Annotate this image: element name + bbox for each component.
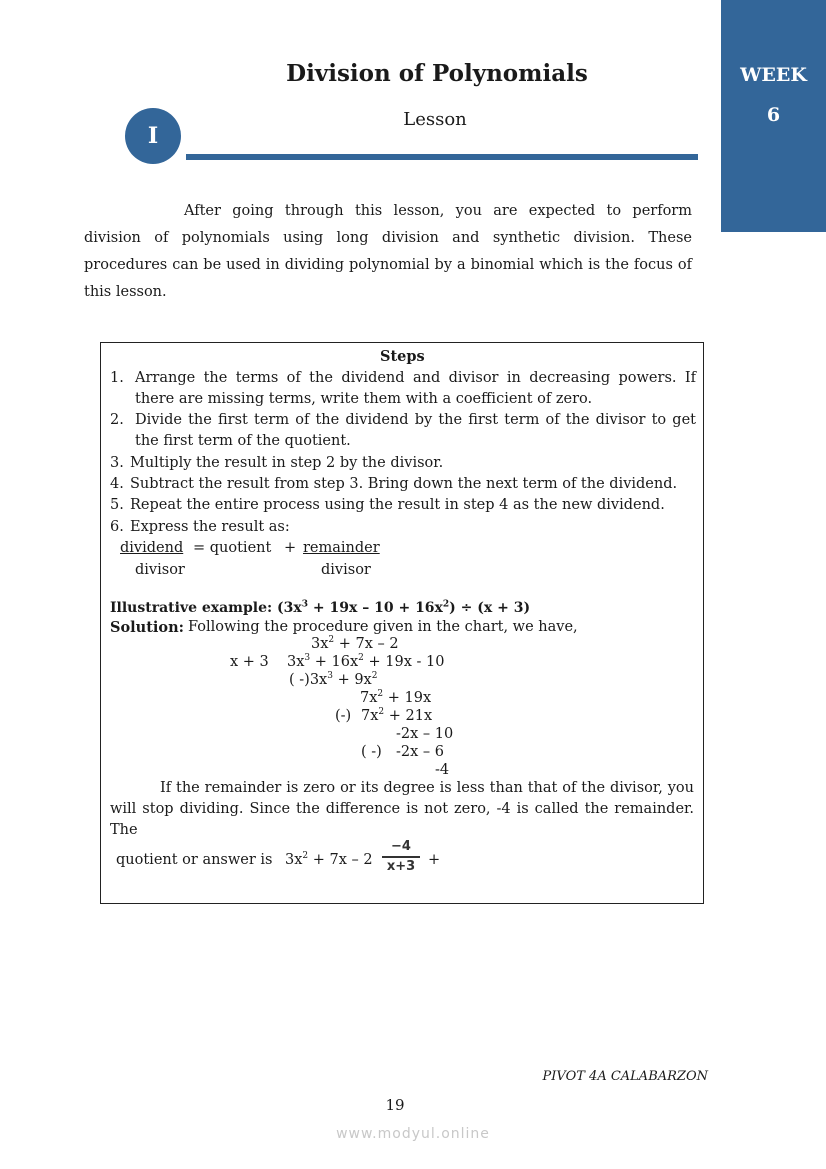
division-step: ( $-)3x^3 + 9x^2$ [289, 671, 378, 688]
step-number: 1. [110, 370, 124, 386]
answer-plus: + [428, 852, 441, 868]
conclusion-paragraph: If the remainder is zero or its degree is less than that of the divisor, you will stop dividing. Since the difference is not zero, -4 is called the remainder. The [110, 780, 694, 838]
division-sign: ( -) [361, 744, 382, 760]
division-step: $7x^2 + 19x$ [360, 689, 432, 706]
answer-prefix: quotient or answer is [116, 852, 273, 868]
solution-label: Solution: [110, 619, 184, 636]
answer-expression: $3x^2 + 7x - 2$ [285, 851, 373, 868]
step-text: Divide the first term of the dividend by the first term of the divisor to get the first term of the quotient. [135, 412, 696, 449]
division-remainder: -4 [435, 762, 450, 778]
step-number: 6. [110, 519, 124, 535]
page-title: Division of Polynomials [286, 60, 588, 87]
division-sign: (-) [335, 708, 352, 724]
step-number: 4. [110, 476, 124, 492]
division-quotient: $3x^2 + 7x - 2$ [311, 635, 399, 652]
fraction-denominator: x+3 [386, 859, 416, 874]
section-divider [186, 154, 698, 160]
step-text: Arrange the terms of the dividend and divisor in decreasing powers. If there are missing terms, write them with a coefficient of zero. [135, 370, 696, 407]
formula-plus: + [284, 540, 297, 556]
section-badge: I [125, 108, 181, 164]
week-number: 6 [766, 104, 781, 126]
division-step: $7x^2 + 21x$ [361, 707, 433, 724]
formula-remainder: remainder [303, 540, 380, 556]
formula-dividend: dividend [120, 540, 184, 556]
example-heading: Illustrative example: $(3x^3 + 19x - 10 + 16x^2) \div (x + 3)$ [110, 599, 531, 616]
step-number: 3. [110, 455, 124, 471]
formula-divisor-right: divisor [321, 562, 371, 578]
step-number: 2. [110, 412, 124, 428]
formula-quotient: = quotient [193, 540, 272, 556]
footer-source: PIVOT 4A CALABARZON [542, 1069, 708, 1084]
watermark: www.modyul.online [336, 1126, 490, 1142]
division-dividend: $3x^3 + 16x^2 + 19x - 10$ [287, 653, 445, 670]
steps-heading: Steps [380, 348, 425, 365]
step-text: Express the result as: [130, 519, 290, 535]
division-step: -2x – 10 [396, 726, 454, 742]
section-label: Lesson [403, 109, 467, 130]
page-number: 19 [385, 1096, 405, 1114]
fraction-numerator: −4 [382, 838, 420, 858]
step-number: 5. [110, 497, 124, 513]
step-text: Subtract the result from step 3. Bring down the next term of the dividend. [130, 476, 678, 492]
week-tab [721, 0, 826, 232]
remainder-fraction [382, 838, 420, 876]
week-label: WEEK [740, 64, 807, 86]
division-divisor: x + 3 [230, 654, 269, 670]
solution-text: Following the procedure given in the chart, we have, [188, 619, 578, 635]
step-text: Repeat the entire process using the result in step 4 as the new dividend. [130, 497, 665, 513]
step-text: Multiply the result in step 2 by the divisor. [130, 455, 444, 471]
formula-divisor-left: divisor [135, 562, 185, 578]
intro-paragraph: After going through this lesson, you are expected to perform division of polynomials using long division and synthetic division. These procedures can be used in dividing polynomial by a binomial which is the focus of this lesson. [84, 203, 692, 300]
division-step: -2x – 6 [396, 744, 444, 760]
